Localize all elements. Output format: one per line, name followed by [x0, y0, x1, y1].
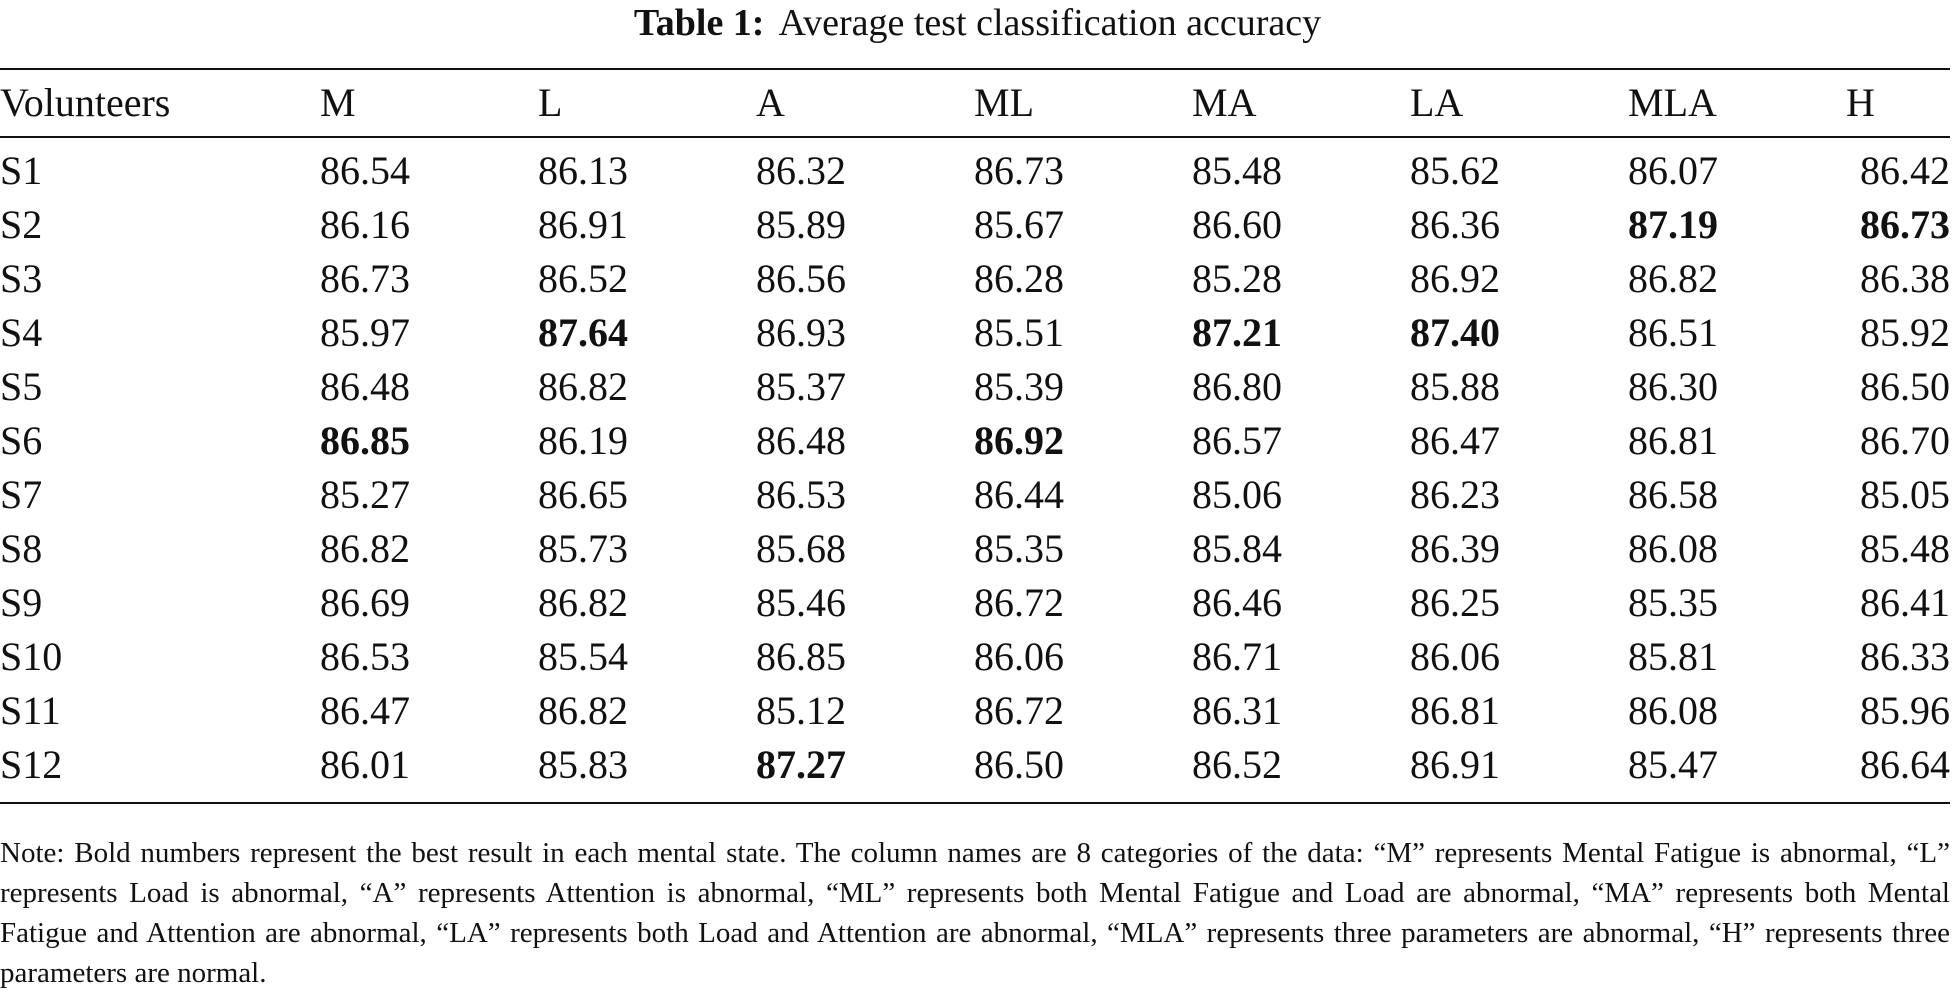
cell-l: 86.91 [538, 202, 628, 247]
row-label: S4 [0, 310, 43, 355]
cell-ma: 85.48 [1192, 148, 1282, 193]
cell-l: 86.82 [538, 364, 628, 409]
cell-la: 86.92 [1410, 256, 1500, 301]
cell-m: 86.85 [320, 418, 410, 463]
accuracy-table [0, 68, 1950, 804]
cell-mla: 85.35 [1628, 580, 1718, 625]
cell-ma: 86.57 [1192, 418, 1282, 463]
cell-mla: 86.08 [1628, 688, 1718, 733]
cell-mla: 86.08 [1628, 526, 1718, 571]
cell-a: 86.93 [756, 310, 846, 355]
cell-m: 86.53 [320, 634, 410, 679]
cell-mla: 86.82 [1628, 256, 1718, 301]
table-row [0, 684, 1950, 738]
cell-la: 86.06 [1410, 634, 1500, 679]
cell-la: 86.36 [1410, 202, 1500, 247]
cell-mla: 85.81 [1628, 634, 1718, 679]
cell-a: 85.68 [756, 526, 846, 571]
cell-ma: 85.84 [1192, 526, 1282, 571]
cell-m: 85.97 [320, 310, 410, 355]
cell-la: 86.39 [1410, 526, 1500, 571]
cell-la: 86.23 [1410, 472, 1500, 517]
cell-ml: 85.39 [974, 364, 1064, 409]
cell-l: 86.82 [538, 580, 628, 625]
cell-mla: 85.47 [1628, 742, 1718, 787]
cell-h: 85.92 [1860, 310, 1950, 355]
cell-mla: 86.51 [1628, 310, 1718, 355]
cell-m: 86.01 [320, 742, 410, 787]
cell-mla: 86.30 [1628, 364, 1718, 409]
cell-ma: 86.60 [1192, 202, 1282, 247]
cell-ma: 85.28 [1192, 256, 1282, 301]
table-row [0, 468, 1950, 522]
row-label: S2 [0, 202, 43, 247]
cell-ml: 86.72 [974, 580, 1064, 625]
cell-ma: 86.80 [1192, 364, 1282, 409]
cell-ma: 85.06 [1192, 472, 1282, 517]
row-label: S10 [0, 634, 63, 679]
cell-l: 86.65 [538, 472, 628, 517]
cell-ma: 86.52 [1192, 742, 1282, 787]
cell-a: 85.37 [756, 364, 846, 409]
row-label: S12 [0, 742, 63, 787]
header-m: M [320, 80, 356, 125]
cell-mla: 86.58 [1628, 472, 1718, 517]
cell-l: 85.54 [538, 634, 628, 679]
cell-m: 86.82 [320, 526, 410, 571]
caption-label: Table 1: [633, 2, 765, 44]
cell-ma: 86.71 [1192, 634, 1282, 679]
cell-la: 86.47 [1410, 418, 1500, 463]
cell-la: 85.62 [1410, 148, 1500, 193]
accuracy-table-container [0, 68, 1950, 804]
cell-ma: 87.21 [1192, 310, 1282, 355]
row-label: S6 [0, 418, 43, 463]
header-h: H [1846, 80, 1875, 125]
cell-ml: 86.28 [974, 256, 1064, 301]
table-row [0, 306, 1950, 360]
table-note: Note: Bold numbers represent the best result in each mental state. The column names are 8 categories of the data: “M” represents Mental Fatigue is abnormal, “L” represents Load is abnormal, “A” represents Attention is abnormal, “ML” represents both Mental Fatigue and Load are abnormal, “MA” represents both Mental Fatigue and Attention are abnormal, “LA” represents both Load and Attention are abnormal, “MLA” represents three parameters are abnormal, “H” represents three parameters are normal. [0, 837, 1950, 989]
cell-l: 86.13 [538, 148, 628, 193]
table-row [0, 252, 1950, 306]
table-row [0, 630, 1950, 684]
cell-ml: 86.44 [974, 472, 1064, 517]
cell-l: 87.64 [538, 310, 628, 355]
header-la: LA [1410, 80, 1464, 125]
cell-la: 86.81 [1410, 688, 1500, 733]
cell-h: 85.05 [1860, 472, 1950, 517]
row-label: S11 [0, 688, 61, 733]
cell-m: 86.73 [320, 256, 410, 301]
cell-a: 85.46 [756, 580, 846, 625]
table-row [0, 360, 1950, 414]
cell-h: 86.38 [1860, 256, 1950, 301]
cell-ml: 86.06 [974, 634, 1064, 679]
cell-l: 85.73 [538, 526, 628, 571]
cell-la: 85.88 [1410, 364, 1500, 409]
cell-a: 86.85 [756, 634, 846, 679]
cell-m: 86.48 [320, 364, 410, 409]
cell-ml: 86.72 [974, 688, 1064, 733]
cell-ma: 86.31 [1192, 688, 1282, 733]
cell-m: 86.69 [320, 580, 410, 625]
cell-la: 86.91 [1410, 742, 1500, 787]
header-ml: ML [974, 80, 1034, 125]
cell-m: 85.27 [320, 472, 410, 517]
cell-l: 86.52 [538, 256, 628, 301]
cell-l: 85.83 [538, 742, 628, 787]
cell-m: 86.47 [320, 688, 410, 733]
cell-h: 86.64 [1860, 742, 1950, 787]
cell-ml: 85.67 [974, 202, 1064, 247]
cell-h: 85.96 [1860, 688, 1950, 733]
cell-ml: 86.92 [974, 418, 1064, 463]
cell-mla: 86.07 [1628, 148, 1718, 193]
table-row [0, 137, 1950, 198]
cell-a: 85.12 [756, 688, 846, 733]
cell-h: 86.70 [1860, 418, 1950, 463]
cell-mla: 87.19 [1628, 202, 1718, 247]
cell-h: 86.33 [1860, 634, 1950, 679]
table-row [0, 576, 1950, 630]
row-label: S8 [0, 526, 43, 571]
caption-title: Average test classification accuracy [778, 2, 1322, 44]
cell-la: 86.25 [1410, 580, 1500, 625]
row-label: S9 [0, 580, 43, 625]
row-label: S1 [0, 148, 43, 193]
table-header-row [0, 69, 1950, 137]
row-label: S5 [0, 364, 43, 409]
table-row [0, 198, 1950, 252]
cell-h: 86.41 [1860, 580, 1950, 625]
cell-ml: 85.35 [974, 526, 1064, 571]
cell-h: 86.42 [1860, 148, 1950, 193]
cell-h: 86.50 [1860, 364, 1950, 409]
table-body [0, 137, 1950, 803]
header-ma: MA [1192, 80, 1257, 125]
cell-m: 86.16 [320, 202, 410, 247]
cell-ml: 85.51 [974, 310, 1064, 355]
table-row [0, 522, 1950, 576]
cell-m: 86.54 [320, 148, 410, 193]
row-label: S7 [0, 472, 43, 517]
cell-h: 86.73 [1860, 202, 1950, 247]
cell-mla: 86.81 [1628, 418, 1718, 463]
cell-h: 85.48 [1860, 526, 1950, 571]
table-row [0, 738, 1950, 803]
cell-l: 86.19 [538, 418, 628, 463]
cell-a: 86.56 [756, 256, 846, 301]
cell-a: 86.53 [756, 472, 846, 517]
cell-l: 86.82 [538, 688, 628, 733]
cell-a: 86.32 [756, 148, 846, 193]
cell-a: 87.27 [756, 742, 846, 787]
cell-ma: 86.46 [1192, 580, 1282, 625]
row-label: S3 [0, 256, 43, 301]
table-caption [0, 0, 1955, 46]
header-volunteers: Volunteers [0, 80, 171, 125]
header-l: L [538, 80, 563, 125]
header-mla: MLA [1628, 80, 1717, 125]
header-a: A [756, 80, 785, 125]
cell-ml: 86.50 [974, 742, 1064, 787]
table-row [0, 414, 1950, 468]
cell-a: 86.48 [756, 418, 846, 463]
cell-ml: 86.73 [974, 148, 1064, 193]
cell-la: 87.40 [1410, 310, 1500, 355]
cell-a: 85.89 [756, 202, 846, 247]
